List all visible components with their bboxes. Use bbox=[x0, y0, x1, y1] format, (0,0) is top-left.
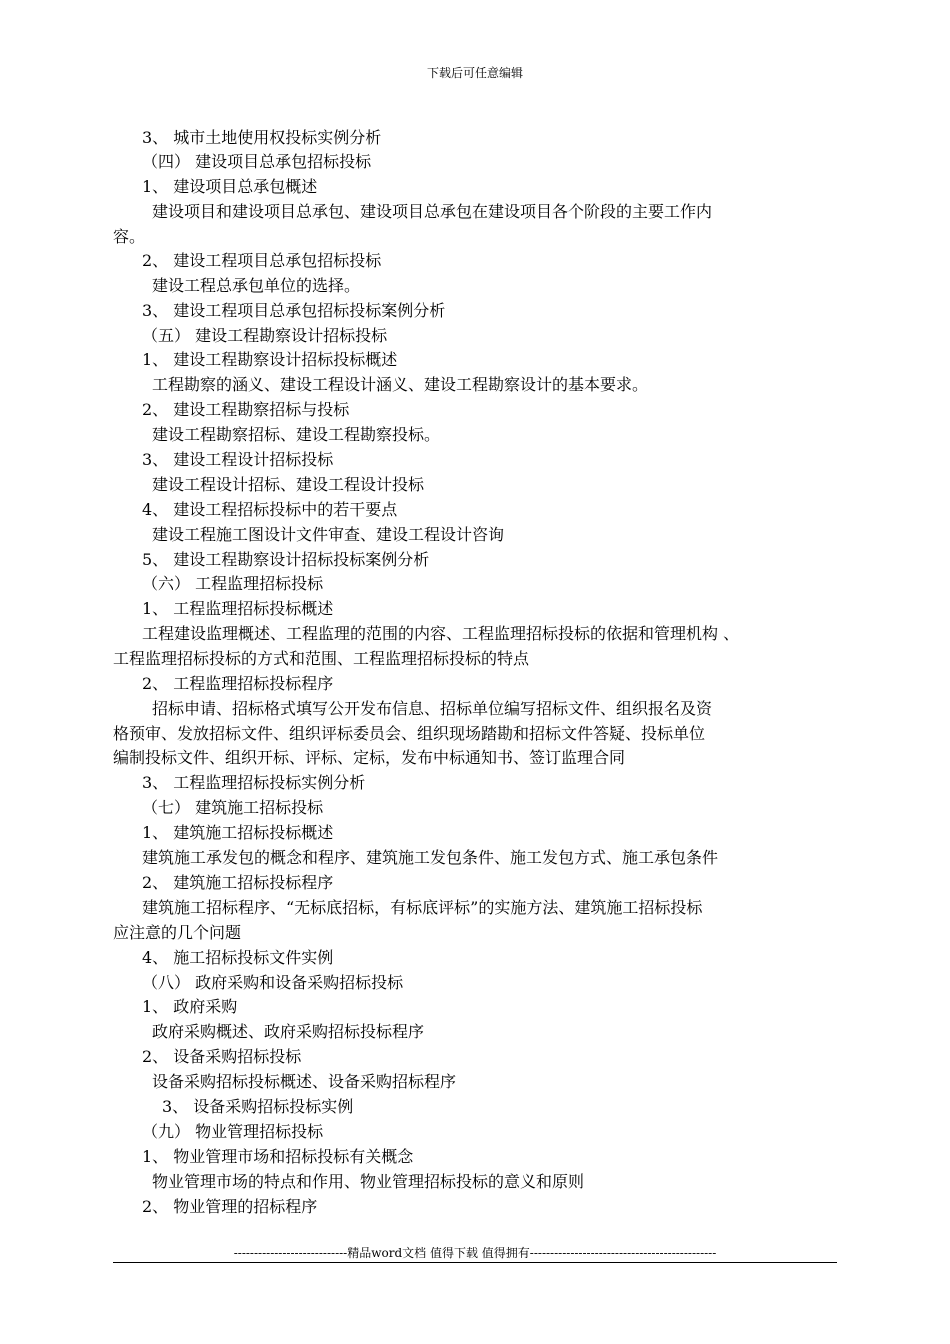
text-line: 3、 设备采购招标投标实例 bbox=[162, 1097, 354, 1116]
text-line: 工程勘察的涵义、建设工程设计涵义、建设工程勘察设计的基本要求。 bbox=[152, 375, 649, 394]
text-line: 2、 建设工程项目总承包招标投标 bbox=[142, 251, 382, 270]
text-line: 1、 建设项目总承包概述 bbox=[142, 177, 318, 196]
text-line: 建设工程设计招标、建设工程设计投标 bbox=[152, 475, 425, 494]
text-line: 设备采购招标投标概述、设备采购招标程序 bbox=[152, 1072, 457, 1091]
text-line: 3、 建设工程项目总承包招标投标案例分析 bbox=[142, 301, 446, 320]
text-line: 编制投标文件、组织开标、评标、定标，发布中标通知书、签订监理合同 bbox=[113, 748, 626, 767]
text-line: （八） 政府采购和设备采购招标投标 bbox=[142, 973, 404, 992]
text-line: 2、 建筑施工招标投标程序 bbox=[142, 873, 334, 892]
text-line: 招标申请、招标格式填写公开发布信息、招标单位编写招标文件、组织报名及资 bbox=[152, 699, 713, 718]
text-line: 建设工程总承包单位的选择。 bbox=[152, 276, 361, 295]
text-line: （四） 建设项目总承包招标投标 bbox=[142, 152, 372, 171]
text-line: 建设项目和建设项目总承包、建设项目总承包在建设项目各个阶段的主要工作内 bbox=[152, 202, 713, 221]
text-line: 格预审、发放招标文件、组织评标委员会、组织现场踏勘和招标文件答疑、投标单位 bbox=[113, 724, 706, 743]
text-line: 2、 建设工程勘察招标与投标 bbox=[142, 400, 350, 419]
text-line: 2、 工程监理招标投标程序 bbox=[142, 674, 334, 693]
text-line: 5、 建设工程勘察设计招标投标案例分析 bbox=[142, 550, 430, 569]
text-line: 建筑施工承发包的概念和程序、建筑施工发包条件、施工发包方式、施工承包条件 bbox=[142, 848, 719, 867]
text-line: （七） 建筑施工招标投标 bbox=[142, 798, 324, 817]
text-line: 1、 建设工程勘察设计招标投标概述 bbox=[142, 350, 398, 369]
text-line: 容。 bbox=[113, 227, 146, 246]
text-line: 工程建设监理概述、工程监理的范围的内容、工程监理招标投标的依据和管理机构 、 bbox=[142, 624, 740, 643]
text-line: 1、 政府采购 bbox=[142, 997, 238, 1016]
page-footer: ----------------------------精品word文档 值得下载 值得拥有---------------------------------------------- bbox=[233, 1246, 717, 1260]
text-line: 3、 建设工程设计招标投标 bbox=[142, 450, 334, 469]
text-line: （九） 物业管理招标投标 bbox=[142, 1122, 324, 1141]
footer-rule bbox=[113, 1262, 837, 1263]
text-line: 1、 物业管理市场和招标投标有关概念 bbox=[142, 1147, 414, 1166]
text-line: 2、 物业管理的招标程序 bbox=[142, 1197, 318, 1216]
text-line: 4、 施工招标投标文件实例 bbox=[142, 948, 334, 967]
text-line: （五） 建设工程勘察设计招标投标 bbox=[142, 326, 388, 345]
text-line: 1、 建筑施工招标投标概述 bbox=[142, 823, 334, 842]
text-line: 建设工程施工图设计文件审查、建设工程设计咨询 bbox=[152, 525, 505, 544]
text-line: 物业管理市场的特点和作用、物业管理招标投标的意义和原则 bbox=[152, 1172, 585, 1191]
text-line: 应注意的几个问题 bbox=[113, 923, 242, 942]
text-line: （六） 工程监理招标投标 bbox=[142, 574, 324, 593]
text-line: 3、 城市土地使用权投标实例分析 bbox=[142, 128, 382, 147]
text-line: 工程监理招标投标的方式和范围、工程监理招标投标的特点 bbox=[113, 649, 530, 668]
page-header: 下载后可任意编辑 bbox=[426, 66, 523, 80]
text-line: 建设工程勘察招标、建设工程勘察投标。 bbox=[152, 425, 441, 444]
text-line: 3、 工程监理招标投标实例分析 bbox=[142, 773, 366, 792]
text-line: 政府采购概述、政府采购招标投标程序 bbox=[152, 1022, 425, 1041]
text-line: 建筑施工招标程序、“无标底招标，有标底评标”的实施方法、建筑施工招标投标 bbox=[142, 898, 703, 917]
text-line: 4、 建设工程招标投标中的若干要点 bbox=[142, 500, 398, 519]
text-line: 2、 设备采购招标投标 bbox=[142, 1047, 302, 1066]
text-line: 1、 工程监理招标投标概述 bbox=[142, 599, 334, 618]
